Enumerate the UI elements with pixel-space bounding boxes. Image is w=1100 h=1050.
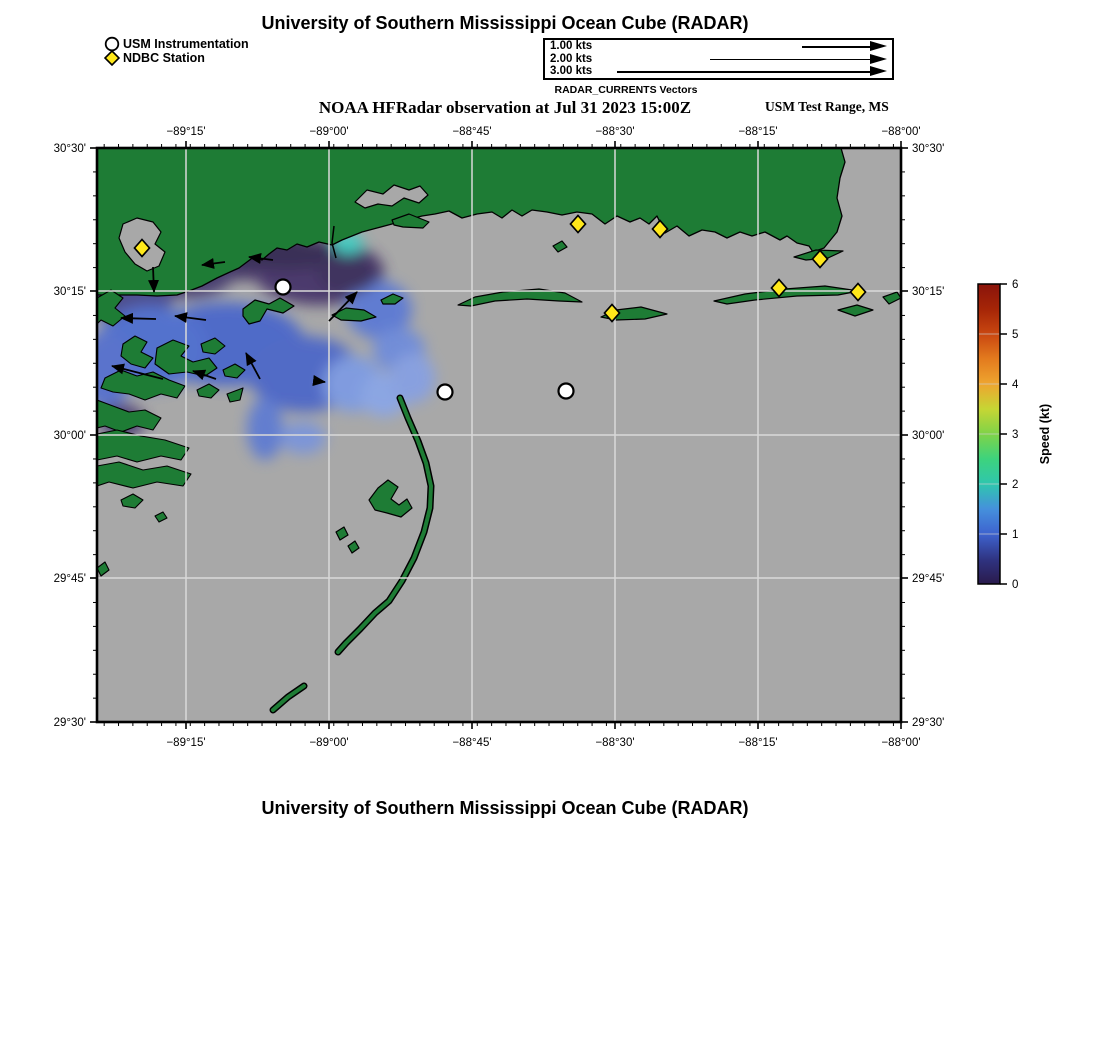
axis-tick-label: 30°00'	[912, 430, 945, 442]
axis-tick-label: −88°15'	[738, 737, 778, 749]
axis-tick-label: 29°30'	[912, 717, 945, 729]
axis-tick-label: 30°00'	[53, 430, 86, 442]
colorbar-title: Speed (kt)	[1038, 403, 1052, 465]
axis-tick-label: −88°30'	[595, 737, 635, 749]
axis-tick-label: 30°15'	[53, 286, 86, 298]
axis-tick-label: −88°45'	[452, 737, 492, 749]
observation-subtitle: NOAA HFRadar observation at Jul 31 2023 15:00Z	[318, 98, 692, 117]
axis-tick-label: −89°00'	[309, 737, 349, 749]
legend-label-ndbc: NDBC Station	[123, 51, 205, 65]
vector-scale-label: 1.00 kts	[550, 40, 593, 52]
axis-tick-label: −88°15'	[738, 126, 778, 138]
axis-tick-label: 30°15'	[912, 286, 945, 298]
colorbar-tick-label: 4	[1012, 379, 1019, 391]
colorbar	[978, 279, 1052, 591]
usm-station-marker	[559, 384, 574, 399]
axis-tick-label: 30°30'	[53, 143, 86, 155]
axis-tick-label: −88°00'	[881, 737, 921, 749]
current-vector-arrow	[317, 381, 325, 382]
current-speed-blob	[280, 422, 326, 454]
axis-tick-label: −89°15'	[166, 737, 206, 749]
figure-title-bottom: University of Southern Mississippi Ocean Cube (RADAR)	[261, 798, 749, 818]
legend-label-usm: USM Instrumentation	[123, 37, 249, 51]
axis-tick-label: 29°30'	[53, 717, 86, 729]
test-range-annotation: USM Test Range, MS	[765, 99, 889, 114]
colorbar-tick-label: 0	[1012, 579, 1019, 591]
current-speed-blob	[317, 254, 377, 294]
figure-title-top: University of Southern Mississippi Ocean Cube (RADAR)	[261, 13, 749, 33]
colorbar-tick-label: 1	[1012, 529, 1019, 541]
current-speed-blob	[247, 398, 283, 460]
axis-tick-label: −89°15'	[166, 126, 206, 138]
vector-scale-caption: RADAR_CURRENTS Vectors	[554, 84, 698, 96]
axis-tick-label: 29°45'	[912, 573, 945, 585]
colorbar-tick-label: 2	[1012, 479, 1019, 491]
usm-station-marker	[438, 385, 453, 400]
colorbar-tick-label: 3	[1012, 429, 1019, 441]
vector-scale-label: 3.00 kts	[550, 65, 593, 78]
axis-tick-label: −88°45'	[452, 126, 492, 138]
axis-tick-label: 30°30'	[912, 143, 945, 155]
current-vector-arrow	[153, 267, 154, 292]
usm-station-marker	[276, 280, 291, 295]
axis-tick-label: −88°30'	[595, 126, 635, 138]
vector-scale-label: 2.00 kts	[550, 52, 593, 65]
colorbar-tick-label: 6	[1012, 279, 1019, 291]
current-vector-arrow	[121, 318, 156, 319]
axis-tick-label: −88°00'	[881, 126, 921, 138]
colorbar-tick-label: 5	[1012, 329, 1019, 341]
axis-tick-label: 29°45'	[53, 573, 86, 585]
axis-tick-label: −89°00'	[309, 126, 349, 138]
